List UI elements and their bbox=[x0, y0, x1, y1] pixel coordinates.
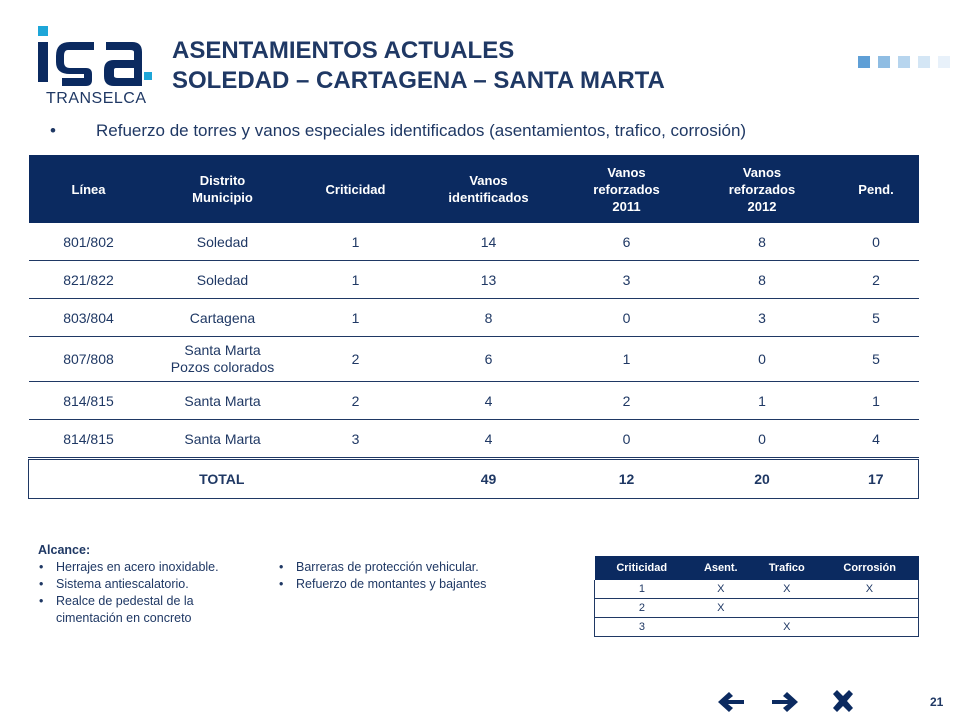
cell bbox=[689, 618, 753, 637]
header-vanos-reforzados-2011: Vanos reforzados 2011 bbox=[563, 155, 691, 223]
arrow-left-icon[interactable] bbox=[716, 690, 746, 714]
cell-r2011: 1 bbox=[563, 337, 691, 382]
cell-criticidad: 3 bbox=[297, 420, 415, 459]
cell-vanos: 8 bbox=[415, 299, 563, 337]
cell-distrito-line2: Pozos colorados bbox=[170, 359, 275, 375]
cell-r2012: 3 bbox=[691, 299, 834, 337]
cell: 2 bbox=[595, 599, 689, 618]
cell-r2012: 1 bbox=[691, 382, 834, 420]
cell-vanos: 4 bbox=[415, 382, 563, 420]
cell-pend: 0 bbox=[834, 223, 919, 261]
cell-vanos: 14 bbox=[415, 223, 563, 261]
table-row bbox=[29, 382, 919, 420]
deco-square bbox=[938, 56, 950, 68]
table-row bbox=[29, 299, 919, 337]
cell-linea: 801/802 bbox=[29, 223, 149, 261]
total-r2012: 20 bbox=[691, 459, 834, 499]
subtitle-text: Refuerzo de torres y vanos especiales identificados (asentamientos, trafico, corrosión) bbox=[96, 121, 747, 140]
cell-r2011: 6 bbox=[563, 223, 691, 261]
table-row bbox=[29, 337, 919, 382]
cell-linea: 821/822 bbox=[29, 261, 149, 299]
header-vanos-reforzados-2012: Vanos reforzados 2012 bbox=[691, 155, 834, 223]
cell-criticidad: 1 bbox=[297, 299, 415, 337]
cell: 3 bbox=[595, 618, 689, 637]
alcance-title: Alcance: bbox=[38, 543, 91, 557]
close-icon[interactable] bbox=[828, 690, 858, 714]
cell-r2012: 8 bbox=[691, 223, 834, 261]
cell-distrito-line1: Santa Marta bbox=[184, 342, 261, 358]
cell: X bbox=[753, 580, 821, 599]
cell-linea: 807/808 bbox=[29, 337, 149, 382]
cell-vanos: 4 bbox=[415, 420, 563, 459]
cell-distrito bbox=[149, 337, 297, 382]
deco-square bbox=[918, 56, 930, 68]
cell-pend: 4 bbox=[834, 420, 919, 459]
cell-distrito: Santa Marta bbox=[149, 420, 297, 459]
cell: 1 bbox=[595, 580, 689, 599]
cell-criticidad: 2 bbox=[297, 382, 415, 420]
cell-pend: 5 bbox=[834, 299, 919, 337]
cell-linea: 814/815 bbox=[29, 382, 149, 420]
table-row bbox=[29, 420, 919, 459]
header-criticidad: Criticidad bbox=[595, 556, 689, 580]
list-item: • Herrajes en acero inoxidable. bbox=[38, 559, 258, 576]
cell-r2011: 3 bbox=[563, 261, 691, 299]
cell-r2011: 0 bbox=[563, 299, 691, 337]
table-row bbox=[29, 223, 919, 261]
header-pend: Pend. bbox=[834, 155, 919, 223]
cell bbox=[753, 599, 821, 618]
deco-square bbox=[858, 56, 870, 68]
cell-pend: 5 bbox=[834, 337, 919, 382]
header-corrosion: Corrosión bbox=[821, 556, 919, 580]
page-title bbox=[172, 36, 665, 96]
cell-criticidad: 1 bbox=[297, 261, 415, 299]
cell: X bbox=[753, 618, 821, 637]
table-row bbox=[595, 618, 919, 637]
cell-r2011: 2 bbox=[563, 382, 691, 420]
title-line-1: ASENTAMIENTOS ACTUALES bbox=[172, 37, 515, 64]
header-linea: Línea bbox=[29, 155, 149, 223]
deco-square bbox=[878, 56, 890, 68]
cell: X bbox=[689, 599, 753, 618]
cell-linea: 803/804 bbox=[29, 299, 149, 337]
cell-r2012: 0 bbox=[691, 337, 834, 382]
cell-pend: 2 bbox=[834, 261, 919, 299]
cell-vanos: 13 bbox=[415, 261, 563, 299]
alcance-list-left bbox=[38, 559, 258, 627]
settlements-table bbox=[28, 155, 919, 499]
cell-distrito: Cartagena bbox=[149, 299, 297, 337]
table-row bbox=[595, 580, 919, 599]
cell-r2012: 8 bbox=[691, 261, 834, 299]
list-item: • Refuerzo de montantes y bajantes bbox=[278, 576, 518, 593]
total-pend: 17 bbox=[834, 459, 919, 499]
cell bbox=[821, 599, 919, 618]
alcance-section bbox=[38, 542, 487, 625]
bullet-icon: • bbox=[50, 121, 56, 140]
list-item: • Barreras de protección vehicular. bbox=[278, 559, 518, 576]
cell-r2011: 0 bbox=[563, 420, 691, 459]
cell-pend: 1 bbox=[834, 382, 919, 420]
page-number: 21 bbox=[930, 695, 944, 709]
header-criticidad: Criticidad bbox=[297, 155, 415, 223]
decorative-squares bbox=[858, 56, 950, 68]
cell-vanos: 6 bbox=[415, 337, 563, 382]
arrow-right-icon[interactable] bbox=[770, 690, 800, 714]
criticality-table bbox=[594, 556, 919, 637]
total-vanos: 49 bbox=[415, 459, 563, 499]
deco-square bbox=[898, 56, 910, 68]
cell-criticidad: 2 bbox=[297, 337, 415, 382]
cell-criticidad: 1 bbox=[297, 223, 415, 261]
cell-distrito: Santa Marta bbox=[149, 382, 297, 420]
cell-distrito: Soledad bbox=[149, 223, 297, 261]
table-row bbox=[595, 599, 919, 618]
header-vanos-identificados: Vanos identificados bbox=[415, 155, 563, 223]
list-item: • Realce de pedestal de la cimentación en concreto bbox=[38, 593, 258, 627]
cell-linea: 814/815 bbox=[29, 420, 149, 459]
subtitle-bullet bbox=[50, 121, 746, 141]
total-row bbox=[29, 459, 919, 499]
logo-wordmark: TRANSELCA bbox=[46, 90, 147, 107]
cell: X bbox=[821, 580, 919, 599]
table-row bbox=[29, 261, 919, 299]
cell bbox=[821, 618, 919, 637]
table-header-row bbox=[595, 556, 919, 580]
header-asent: Asent. bbox=[689, 556, 753, 580]
header-distrito: Distrito Municipio bbox=[149, 155, 297, 223]
cell-distrito: Soledad bbox=[149, 261, 297, 299]
list-item: • Sistema antiescalatorio. bbox=[38, 576, 258, 593]
total-r2011: 12 bbox=[563, 459, 691, 499]
table-header-row bbox=[29, 155, 919, 223]
header-trafico: Trafico bbox=[753, 556, 821, 580]
total-label: TOTAL bbox=[29, 459, 415, 499]
cell: X bbox=[689, 580, 753, 599]
alcance-list-right bbox=[278, 559, 518, 593]
cell-r2012: 0 bbox=[691, 420, 834, 459]
title-line-2: SOLEDAD – CARTAGENA – SANTA MARTA bbox=[172, 67, 665, 94]
